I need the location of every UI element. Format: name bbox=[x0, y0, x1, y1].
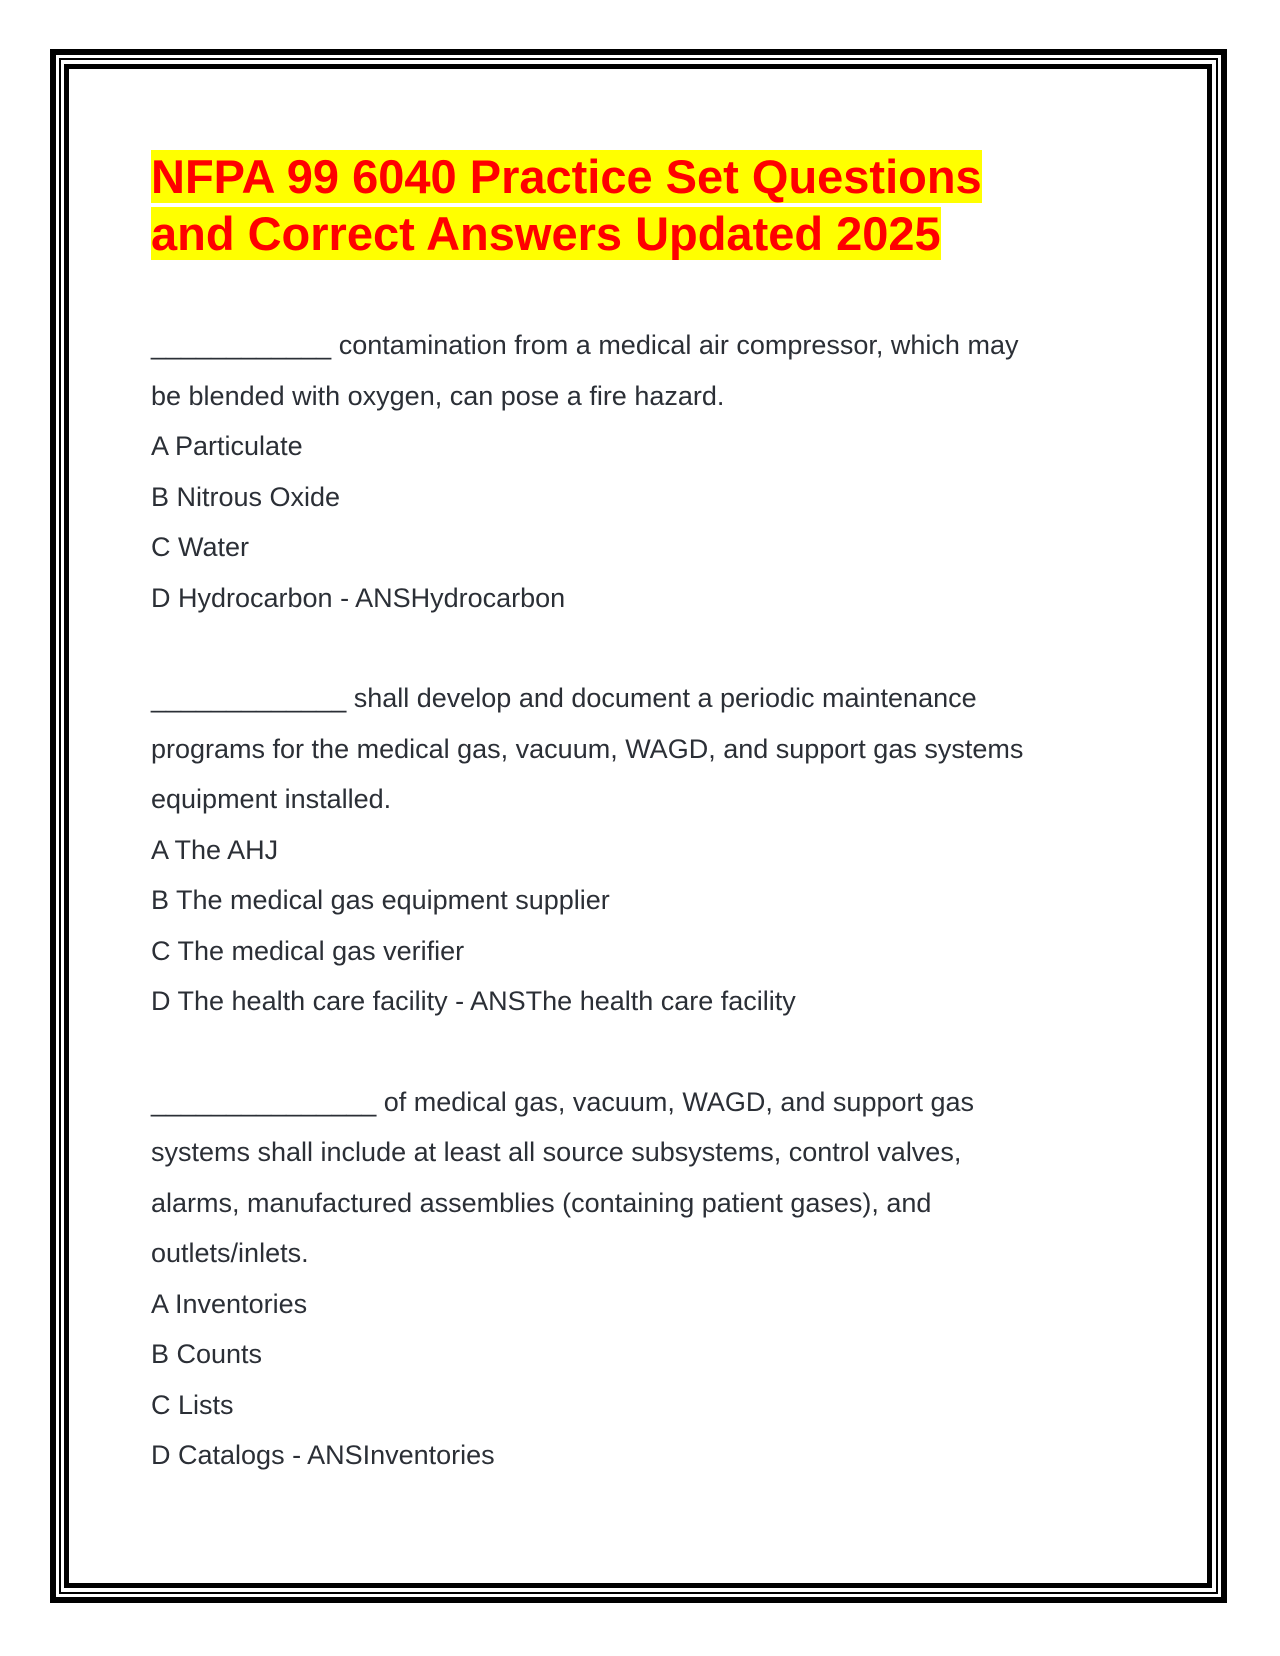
question-stem-line: ____________ contamination from a medical air compressor, which may bbox=[151, 330, 1019, 360]
answer-option-c: C The medical gas verifier bbox=[151, 935, 465, 966]
answer-option-b: B Nitrous Oxide bbox=[151, 481, 341, 512]
question-stem-line: outlets/inlets. bbox=[151, 1238, 309, 1268]
question-stem-line: equipment installed. bbox=[151, 784, 392, 814]
question-stem-line: alarms, manufactured assemblies (containing patient gases), and bbox=[151, 1187, 932, 1218]
title-line-2: and Correct Answers Updated 2025 bbox=[151, 207, 941, 260]
question-2 bbox=[151, 673, 1111, 1027]
answer-option-d: D Catalogs - ANSInventories bbox=[151, 1440, 495, 1470]
question-stem-line: programs for the medical gas, vacuum, WAGD, and support gas systems bbox=[151, 733, 1024, 764]
answer-option-b: B Counts bbox=[151, 1339, 263, 1369]
question-list bbox=[151, 320, 1111, 1481]
answer-option-c: C Water bbox=[151, 532, 250, 562]
question-3 bbox=[151, 1077, 1111, 1481]
title-line-1: NFPA 99 6040 Practice Set Questions bbox=[151, 150, 982, 203]
answer-option-d: D The health care facility - ANSThe health care facility bbox=[151, 986, 796, 1016]
question-stem-line: _______________ of medical gas, vacuum, WAGD, and support gas bbox=[151, 1086, 975, 1117]
answer-option-b: B The medical gas equipment supplier bbox=[151, 885, 610, 915]
answer-option-c: C Lists bbox=[151, 1389, 234, 1420]
answer-option-d: D Hydrocarbon - ANSHydrocarbon bbox=[151, 582, 566, 613]
question-1 bbox=[151, 320, 1111, 623]
answer-option-a: A Particulate bbox=[151, 431, 303, 461]
question-stem-line: systems shall include at least all source subsystems, control valves, bbox=[151, 1137, 962, 1167]
question-stem-line: _____________ shall develop and document a periodic maintenance bbox=[151, 683, 977, 713]
document-title bbox=[151, 148, 1111, 262]
question-stem-line: be blended with oxygen, can pose a fire hazard. bbox=[151, 380, 725, 411]
answer-option-a: A Inventories bbox=[151, 1288, 308, 1319]
answer-option-a: A The AHJ bbox=[151, 834, 279, 865]
document-content bbox=[151, 148, 1111, 1531]
